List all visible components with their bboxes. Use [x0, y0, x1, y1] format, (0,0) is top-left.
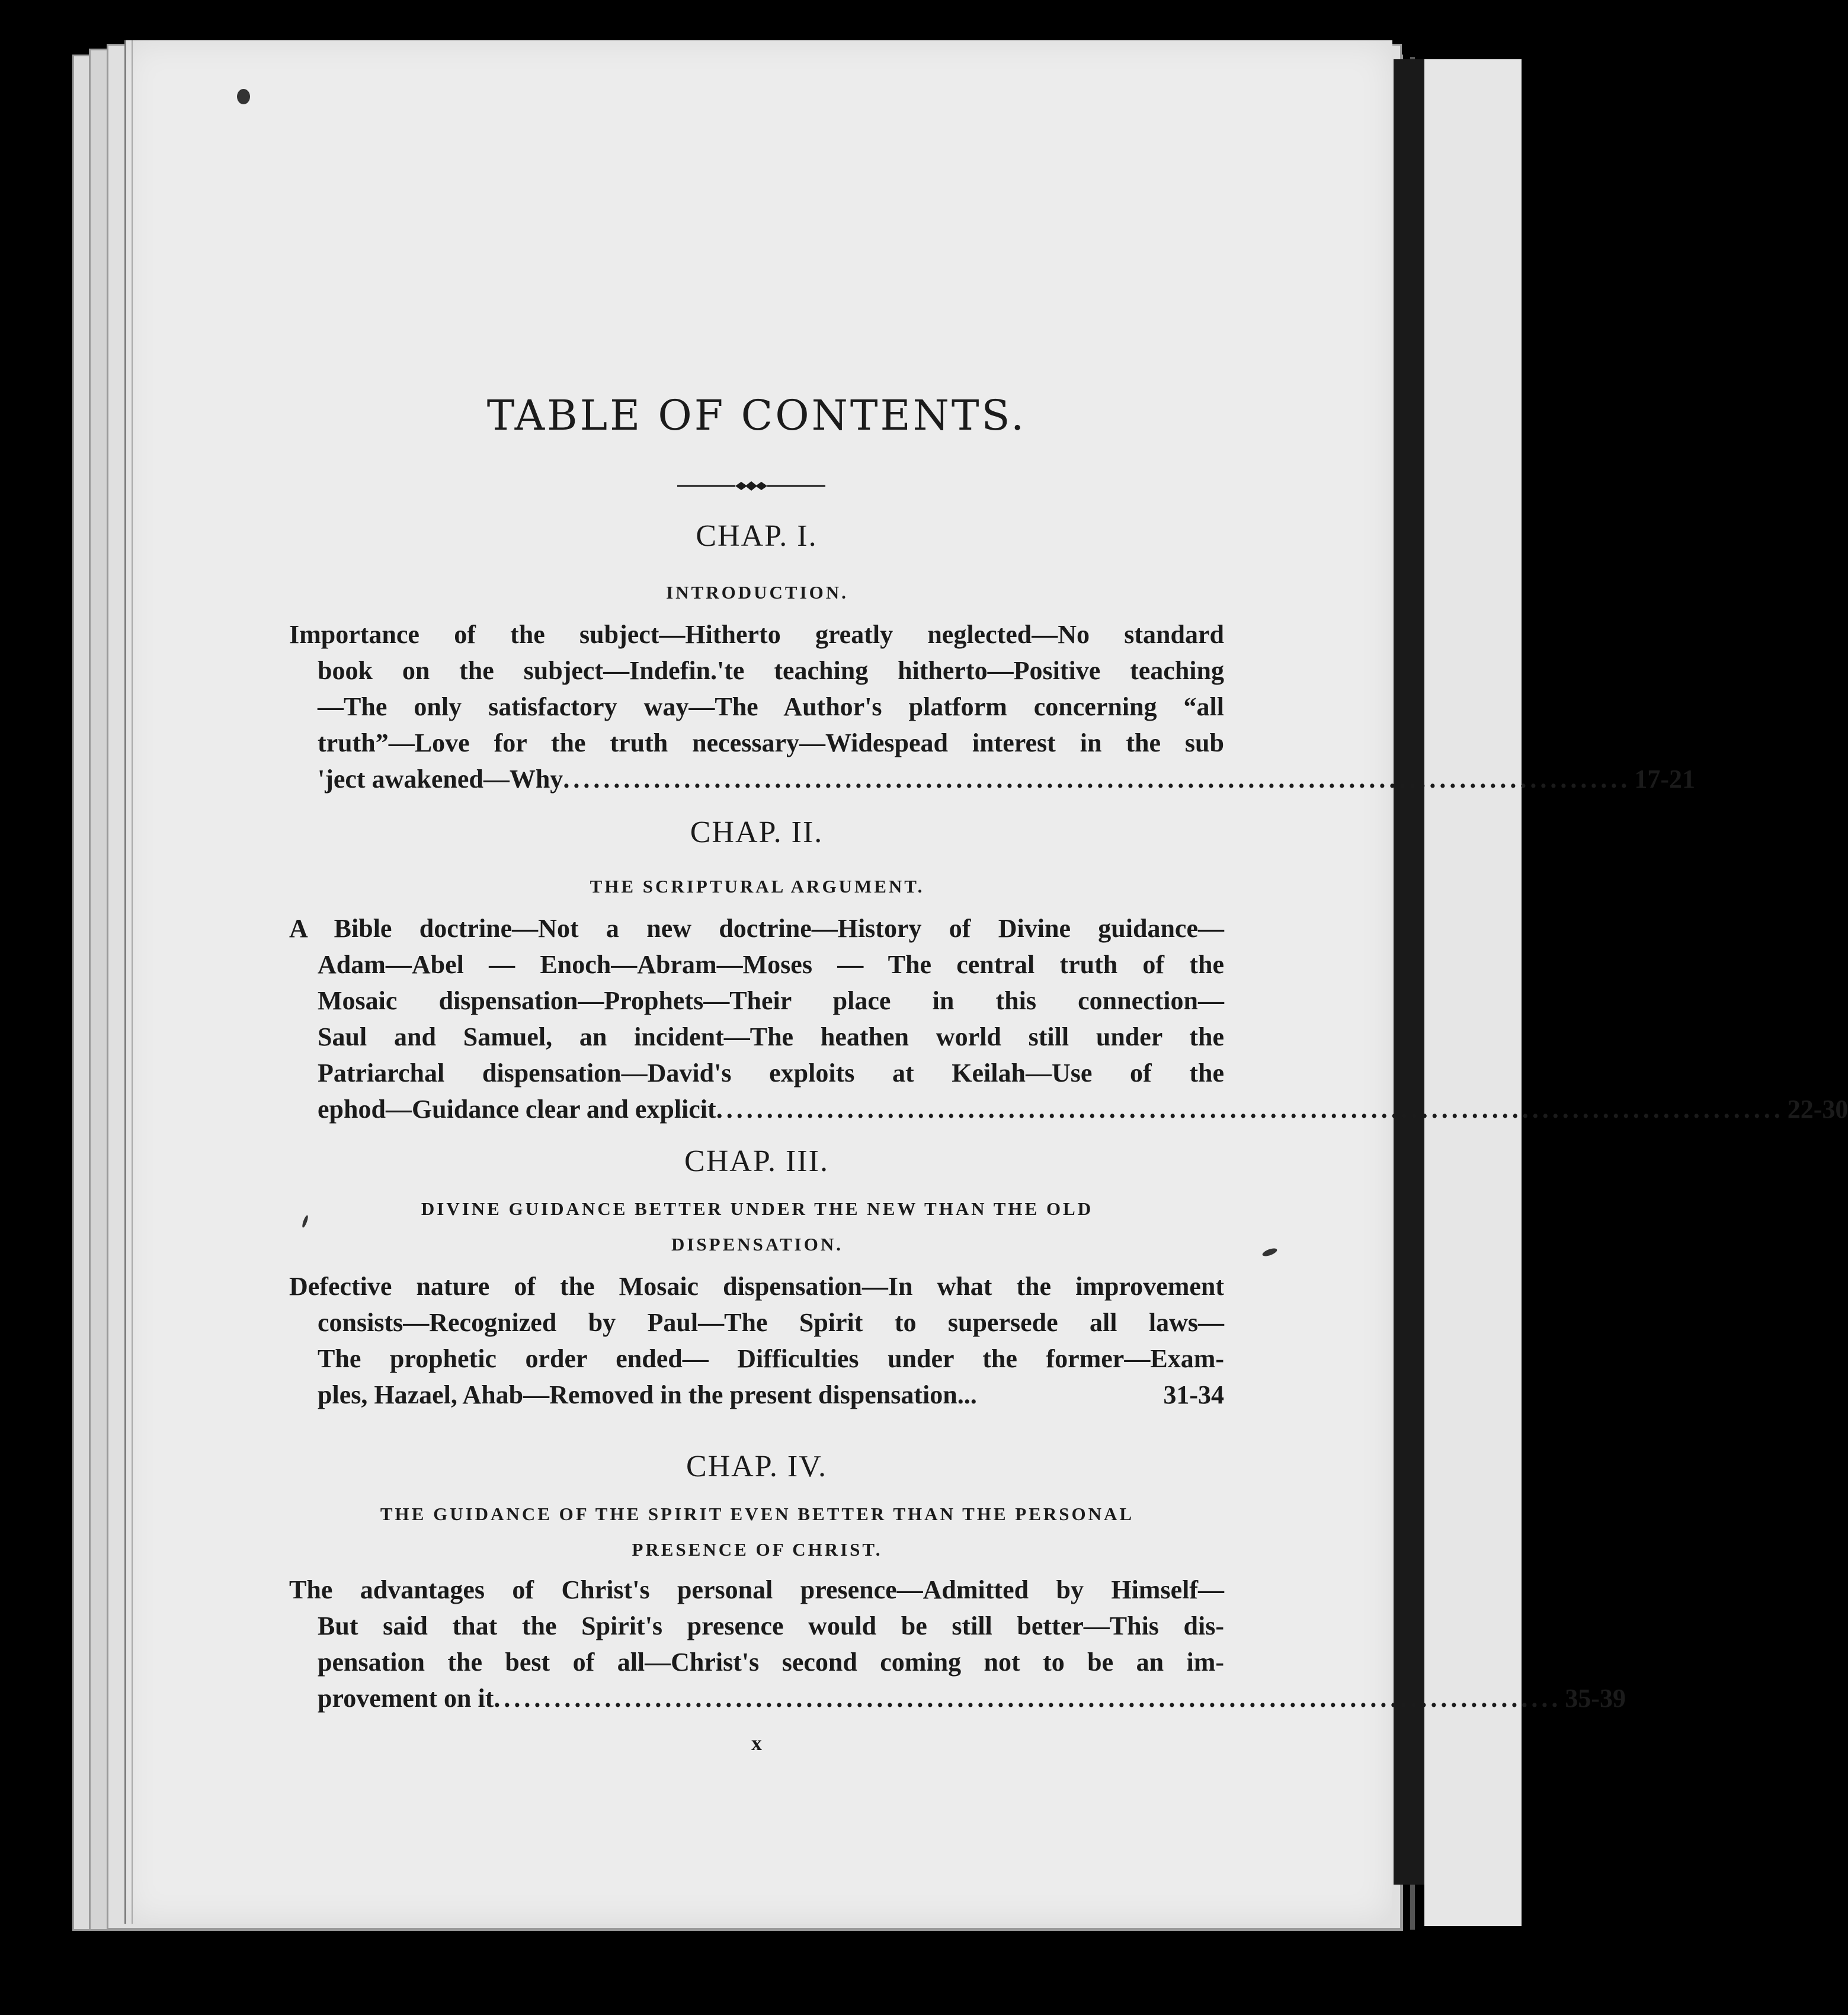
dot-leader: ..........................................................................................................: [563, 765, 1631, 794]
summary-line: But said that the Spirit's presence would be still better—This dis-: [318, 1611, 1224, 1640]
chapter-4-subtitle-line: PRESENCE OF CHRIST.: [632, 1539, 883, 1560]
chapter-3-summary: [289, 1268, 1224, 1413]
chapter-4-heading: CHAP. IV.: [686, 1450, 828, 1483]
binding-gutter: [1394, 59, 1424, 1885]
summary-line: The advantages of Christ's personal presence—Admitted by Himself—: [289, 1575, 1224, 1604]
chapter-4-subtitle: [313, 1496, 1202, 1568]
summary-line: A Bible doctrine—Not a new doctrine—History of Divine guidance—: [289, 914, 1224, 943]
summary-line: provement on it: [318, 1684, 494, 1713]
summary-line-with-page: [289, 1680, 1626, 1716]
summary-line: Adam—Abel — Enoch—Abram—Moses — The central truth of the: [318, 950, 1224, 979]
page-title: TABLE OF CONTENTS.: [486, 391, 1027, 440]
summary-line: ples, Hazael, Ahab—Removed in the present dispensation...: [318, 1380, 977, 1409]
summary-line: ephod—Guidance clear and explicit: [318, 1095, 716, 1124]
summary-line: Mosaic dispensation—Prophets—Their place in this connection—: [318, 986, 1224, 1015]
summary-line: 'ject awakened—Why: [318, 765, 563, 794]
dot-leader: ..........................................................................................................: [494, 1684, 1562, 1713]
summary-line: truth”—Love for the truth necessary—Widespead interest in the sub: [318, 728, 1224, 757]
chapter-3-subtitle-line: DIVINE GUIDANCE BETTER UNDER THE NEW THAN THE OLD: [421, 1198, 1094, 1219]
chapter-3-subtitle: [313, 1191, 1202, 1262]
summary-line: book on the subject—Indefin.'te teaching hitherto—Positive teaching: [318, 656, 1224, 685]
page-range: 17-21: [1634, 765, 1695, 794]
chapter-1-summary: [289, 616, 1695, 797]
chapter-2-heading: CHAP. II.: [690, 815, 824, 849]
chapter-3-subtitle-line: DISPENSATION.: [671, 1234, 843, 1255]
chapter-1-subtitle-line: INTRODUCTION.: [666, 582, 848, 603]
chapter-1-subtitle: [313, 575, 1202, 610]
summary-line-with-page: [289, 1091, 1848, 1127]
summary-line: Patriarchal dispensation—David's exploits at Keilah—Use of the: [318, 1058, 1224, 1088]
summary-line: consists—Recognized by Paul—The Spirit to supersede all laws—: [318, 1308, 1224, 1337]
page-left-edge: [124, 40, 133, 1924]
chapter-2-summary: [289, 910, 1848, 1127]
chapter-3-heading: CHAP. III.: [684, 1144, 829, 1178]
chapter-2-subtitle-line: THE SCRIPTURAL ARGUMENT.: [590, 876, 925, 897]
divider-ornament-icon: [677, 474, 825, 498]
summary-line: Importance of the subject—Hitherto greatly neglected—No standard: [289, 620, 1224, 649]
summary-line: Saul and Samuel, an incident—The heathen world still under the: [318, 1022, 1224, 1051]
chapter-1-heading: CHAP. I.: [696, 519, 818, 553]
chapter-4-subtitle-line: THE GUIDANCE OF THE SPIRIT EVEN BETTER THAN THE PERSONAL: [380, 1504, 1135, 1524]
summary-line-with-page: [289, 761, 1695, 797]
summary-line: —The only satisfactory way—The Author's platform concerning “all: [318, 692, 1224, 721]
page-range: 35-39: [1565, 1684, 1626, 1713]
facing-page-edge: [1424, 59, 1522, 1926]
summary-line-with-page: [289, 1377, 1224, 1413]
summary-line: The prophetic order ended— Difficulties under the former—Exam-: [318, 1344, 1224, 1373]
ink-speck: [237, 89, 250, 104]
summary-line: Defective nature of the Mosaic dispensation—In what the improvement: [289, 1272, 1224, 1301]
page-number: x: [751, 1731, 762, 1755]
dot-leader: ..........................................................................................................: [716, 1095, 1784, 1124]
page-range: 22-30: [1787, 1095, 1848, 1124]
summary-line: pensation the best of all—Christ's second coming not to be an im-: [318, 1648, 1224, 1677]
page-range: 31-34: [1163, 1380, 1224, 1409]
chapter-2-subtitle: [313, 869, 1202, 904]
chapter-4-summary: [289, 1572, 1626, 1716]
